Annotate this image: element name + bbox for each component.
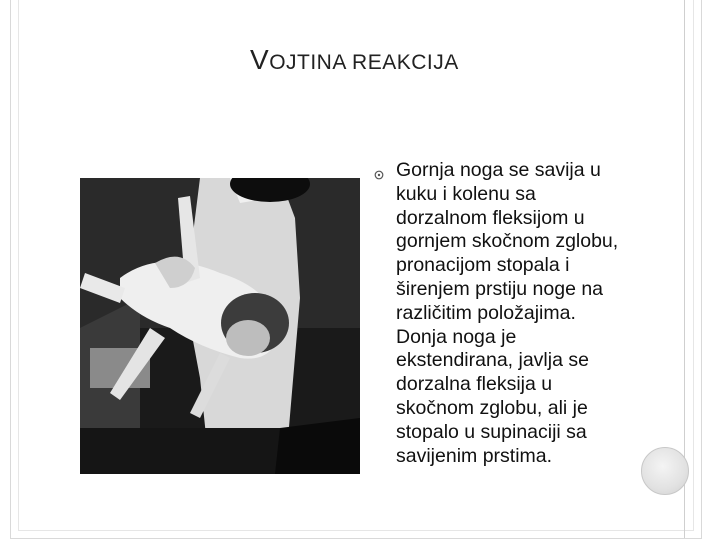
slide-title (250, 44, 459, 76)
body-line: ekstendirana, javlja se (396, 349, 589, 372)
body-line: stopalo u supinaciji sa (396, 420, 587, 443)
body-line: Gornja noga se savija u (396, 159, 601, 181)
body-line: Donja noga je (396, 325, 517, 348)
body-line: kuku i kolenu sa (396, 182, 536, 205)
body-line: pronacijom stopala i (396, 254, 570, 277)
photo-illustration (80, 178, 360, 474)
body-line: dorzalna fleksija u (396, 373, 553, 396)
circle-bullet-icon (374, 167, 384, 177)
decorative-circle (641, 447, 689, 495)
body-line: različitim položajima. (396, 301, 576, 324)
body-line: gornjem skočnom zglobu, (396, 230, 619, 253)
body-line: skočnom zglobu, ali je (396, 396, 588, 419)
slide-title-rest: OJTINA REAKCIJA (269, 51, 459, 74)
body-line: širenjem prstiju noge na (396, 277, 604, 300)
bullet-paragraph (396, 159, 678, 468)
body-line: savijenim prstima. (396, 444, 553, 467)
body-line: dorzalnom fleksijom u (396, 206, 585, 229)
photo-infant-vojta-reaction (80, 178, 360, 474)
slide-title-initial: V (250, 44, 270, 75)
